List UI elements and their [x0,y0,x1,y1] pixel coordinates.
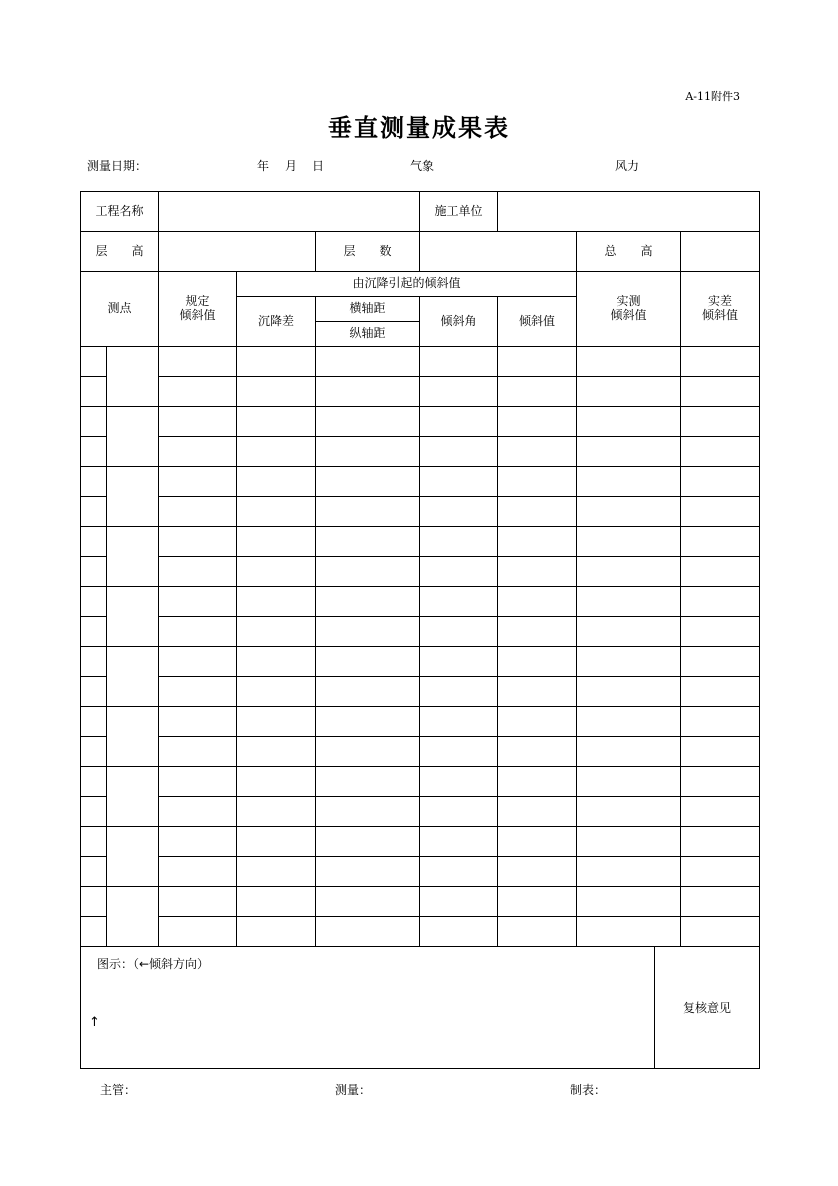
vertical-axis-header: 纵轴距 [316,322,420,347]
settlement-diff-cell[interactable] [237,707,316,737]
tilt-angle-cell[interactable] [420,797,498,827]
table-row [81,887,760,917]
specified-tilt-line2: 倾斜值 [179,308,216,322]
measured-tilt-cell[interactable] [577,917,681,947]
table-row [81,737,760,767]
sub-point-cell[interactable] [81,617,107,647]
axis-distance-cell[interactable] [316,857,420,887]
specified-tilt-cell[interactable] [159,497,237,527]
tilt-value-cell[interactable] [498,677,577,707]
table-row [81,497,760,527]
sub-point-cell[interactable] [81,887,107,917]
measured-tilt-cell[interactable] [577,407,681,437]
tilt-value-cell[interactable] [498,617,577,647]
axis-distance-cell[interactable] [316,527,420,557]
actual-tilt-header [681,272,760,347]
actual-tilt-cell[interactable] [681,737,760,767]
tilt-value-cell[interactable] [498,587,577,617]
measured-tilt-line1: 实测 [616,294,641,309]
point-header: 测点 [81,272,159,347]
measured-tilt-cell[interactable] [577,887,681,917]
table-row [81,857,760,887]
settlement-diff-cell[interactable] [237,377,316,407]
axis-distance-cell[interactable] [316,557,420,587]
tilt-angle-cell[interactable] [420,347,498,377]
sub-point-cell[interactable] [81,797,107,827]
actual-tilt-cell[interactable] [681,767,760,797]
table-row [81,917,760,947]
point-cell[interactable] [107,527,159,587]
actual-tilt-cell[interactable] [681,467,760,497]
sub-point-cell[interactable] [81,467,107,497]
table-row [81,587,760,617]
table-row [81,467,760,497]
axis-distance-cell[interactable] [316,437,420,467]
table-row [81,677,760,707]
measured-tilt-cell[interactable] [577,857,681,887]
actual-tilt-cell[interactable] [681,407,760,437]
tilt-angle-cell[interactable] [420,557,498,587]
measured-tilt-cell[interactable] [577,707,681,737]
axis-distance-cell[interactable] [316,737,420,767]
measured-tilt-line2: 倾斜值 [610,308,647,322]
surveyor-label: 测量： [335,1083,372,1097]
tilt-value-cell[interactable] [498,407,577,437]
tilt-angle-cell[interactable] [420,677,498,707]
axis-distance-cell[interactable] [316,677,420,707]
sub-point-cell[interactable] [81,827,107,857]
specified-tilt-cell[interactable] [159,587,237,617]
table-row [81,617,760,647]
tilt-value-cell[interactable] [498,557,577,587]
tilt-value-cell[interactable] [498,887,577,917]
measured-tilt-header [577,272,681,347]
axis-distance-cell[interactable] [316,707,420,737]
actual-tilt-cell[interactable] [681,827,760,857]
settlement-diff-header: 沉降差 [237,297,316,347]
measured-tilt-cell[interactable] [577,677,681,707]
point-cell[interactable] [107,707,159,767]
tilt-angle-header: 倾斜角 [420,297,498,347]
table-row [81,527,760,557]
tilt-value-cell[interactable] [498,647,577,677]
settlement-diff-cell[interactable] [237,407,316,437]
tilt-value-cell[interactable] [498,527,577,557]
footer-table [80,946,760,1069]
specified-tilt-cell[interactable] [159,617,237,647]
tilt-angle-cell[interactable] [420,527,498,557]
tilt-angle-cell[interactable] [420,497,498,527]
sub-point-cell[interactable] [81,737,107,767]
table-row [81,647,760,677]
specified-tilt-cell[interactable] [159,767,237,797]
measured-tilt-cell[interactable] [577,467,681,497]
tilt-value-cell[interactable] [498,437,577,467]
tilt-value-cell[interactable] [498,467,577,497]
construction-unit-label: 施工单位 [420,192,498,232]
page-title: 垂直测量成果表 [328,114,510,142]
measured-tilt-cell[interactable] [577,767,681,797]
settlement-diff-cell[interactable] [237,677,316,707]
tilt-value-cell[interactable] [498,377,577,407]
tilt-angle-cell[interactable] [420,407,498,437]
form-code: A-11附件3 [685,90,740,103]
specified-tilt-cell[interactable] [159,467,237,497]
actual-tilt-cell[interactable] [681,497,760,527]
actual-tilt-cell[interactable] [681,557,760,587]
specified-tilt-header [159,272,237,347]
specified-tilt-cell[interactable] [159,707,237,737]
specified-tilt-cell[interactable] [159,347,237,377]
specified-tilt-cell[interactable] [159,857,237,887]
axis-distance-cell[interactable] [316,887,420,917]
floor-count-value[interactable] [420,232,577,272]
tilt-value-cell[interactable] [498,857,577,887]
point-cell[interactable] [107,407,159,467]
axis-distance-cell[interactable] [316,377,420,407]
tilt-value-cell[interactable] [498,767,577,797]
tilt-value-cell[interactable] [498,827,577,857]
specified-tilt-cell[interactable] [159,437,237,467]
specified-tilt-cell[interactable] [159,647,237,677]
tilt-value-cell[interactable] [498,497,577,527]
table-row [81,797,760,827]
actual-tilt-cell[interactable] [681,647,760,677]
axis-distance-cell[interactable] [316,347,420,377]
sub-point-cell[interactable] [81,407,107,437]
day-label: 日 [312,159,325,173]
diagram-area[interactable] [81,947,655,1069]
sub-point-cell[interactable] [81,347,107,377]
settlement-diff-cell[interactable] [237,917,316,947]
actual-tilt-cell[interactable] [681,347,760,377]
review-opinion: 复核意见 [655,947,760,1069]
point-cell[interactable] [107,767,159,827]
settlement-diff-cell[interactable] [237,347,316,377]
floor-count-label: 层 数 [316,232,420,272]
axis-distance-cell[interactable] [316,407,420,437]
tilt-value-cell[interactable] [498,797,577,827]
total-height-label: 总 高 [577,232,681,272]
up-arrow-icon: ↑ [89,1015,100,1030]
table-row [81,707,760,737]
point-cell[interactable] [107,347,159,407]
measured-tilt-cell[interactable] [577,437,681,467]
axis-distance-cell[interactable] [316,647,420,677]
table-row [81,437,760,467]
tilt-value-cell[interactable] [498,707,577,737]
sub-point-cell[interactable] [81,377,107,407]
settlement-diff-cell[interactable] [237,857,316,887]
wind-label: 风力 [615,159,640,173]
measured-tilt-cell[interactable] [577,377,681,407]
axis-distance-cell[interactable] [316,767,420,797]
specified-tilt-line1: 规定 [185,294,210,309]
sub-point-cell[interactable] [81,587,107,617]
tilt-value-header: 倾斜值 [498,297,577,347]
specified-tilt-cell[interactable] [159,917,237,947]
tilt-angle-cell[interactable] [420,617,498,647]
axis-distance-cell[interactable] [316,827,420,857]
actual-tilt-cell[interactable] [681,587,760,617]
tilt-angle-cell[interactable] [420,827,498,857]
specified-tilt-cell[interactable] [159,407,237,437]
measured-tilt-cell[interactable] [577,347,681,377]
point-cell[interactable] [107,587,159,647]
table-row [81,377,760,407]
actual-tilt-line1: 实差 [708,294,733,309]
settlement-diff-cell[interactable] [237,587,316,617]
horizontal-axis-header: 横轴距 [316,297,420,322]
tilt-value-cell[interactable] [498,737,577,767]
actual-tilt-cell[interactable] [681,377,760,407]
supervisor-label: 主管： [100,1083,137,1097]
tilt-angle-cell[interactable] [420,737,498,767]
tilt-value-cell[interactable] [498,347,577,377]
actual-tilt-cell[interactable] [681,677,760,707]
tilt-angle-cell[interactable] [420,767,498,797]
settlement-diff-cell[interactable] [237,647,316,677]
settlement-diff-cell[interactable] [237,497,316,527]
specified-tilt-cell[interactable] [159,827,237,857]
specified-tilt-cell[interactable] [159,527,237,557]
measurement-table [80,191,760,947]
sub-point-cell[interactable] [81,677,107,707]
table-row [81,557,760,587]
actual-tilt-cell[interactable] [681,887,760,917]
diagram-label: 图示：（←倾斜方向） [97,957,210,971]
actual-tilt-cell[interactable] [681,797,760,827]
specified-tilt-cell[interactable] [159,557,237,587]
tilt-angle-cell[interactable] [420,887,498,917]
tilt-angle-cell[interactable] [420,647,498,677]
specified-tilt-cell[interactable] [159,797,237,827]
actual-tilt-cell[interactable] [681,437,760,467]
settlement-diff-cell[interactable] [237,557,316,587]
floor-height-label: 层 高 [81,232,159,272]
table-row [81,767,760,797]
measured-tilt-cell[interactable] [577,587,681,617]
measured-tilt-cell[interactable] [577,737,681,767]
actual-tilt-cell[interactable] [681,917,760,947]
tilt-value-cell[interactable] [498,917,577,947]
tabulator-label: 制表： [570,1083,607,1097]
axis-distance-cell[interactable] [316,917,420,947]
tilt-angle-cell[interactable] [420,377,498,407]
actual-tilt-cell[interactable] [681,617,760,647]
floor-height-value[interactable] [159,232,316,272]
weather-label: 气象 [410,159,435,173]
actual-tilt-line2: 倾斜值 [702,308,739,322]
table-row [81,407,760,437]
axis-distance-cell[interactable] [316,797,420,827]
axis-distance-cell[interactable] [316,587,420,617]
point-cell[interactable] [107,887,159,947]
settlement-diff-cell[interactable] [237,797,316,827]
point-cell[interactable] [107,647,159,707]
table-row [81,827,760,857]
settlement-diff-cell[interactable] [237,437,316,467]
axis-distance-cell[interactable] [316,467,420,497]
actual-tilt-cell[interactable] [681,857,760,887]
sub-point-cell[interactable] [81,647,107,677]
point-cell[interactable] [107,467,159,527]
month-label: 月 [285,159,298,173]
construction-unit-value[interactable] [498,192,760,232]
actual-tilt-cell[interactable] [681,527,760,557]
tilt-angle-cell[interactable] [420,467,498,497]
axis-distance-cell[interactable] [316,617,420,647]
measured-tilt-cell[interactable] [577,647,681,677]
table-row [81,347,760,377]
sub-point-cell[interactable] [81,917,107,947]
settlement-diff-cell[interactable] [237,617,316,647]
sub-point-cell[interactable] [81,527,107,557]
measured-tilt-cell[interactable] [577,797,681,827]
total-height-value[interactable] [681,232,760,272]
axis-distance-cell[interactable] [316,497,420,527]
measured-tilt-cell[interactable] [577,497,681,527]
project-name-label: 工程名称 [81,192,159,232]
settlement-diff-cell[interactable] [237,737,316,767]
tilt-angle-cell[interactable] [420,917,498,947]
settlement-diff-cell[interactable] [237,887,316,917]
tilt-angle-cell[interactable] [420,707,498,737]
measured-tilt-cell[interactable] [577,527,681,557]
specified-tilt-cell[interactable] [159,377,237,407]
settlement-diff-cell[interactable] [237,467,316,497]
measured-tilt-cell[interactable] [577,617,681,647]
sub-point-cell[interactable] [81,767,107,797]
measured-tilt-cell[interactable] [577,827,681,857]
measured-tilt-cell[interactable] [577,557,681,587]
settlement-diff-cell[interactable] [237,827,316,857]
tilt-angle-cell[interactable] [420,437,498,467]
sub-point-cell[interactable] [81,497,107,527]
specified-tilt-cell[interactable] [159,737,237,767]
sub-point-cell[interactable] [81,557,107,587]
tilt-angle-cell[interactable] [420,587,498,617]
sub-point-cell[interactable] [81,857,107,887]
point-cell[interactable] [107,827,159,887]
year-label: 年 [257,159,270,173]
date-label: 测量日期： [87,159,148,173]
sub-point-cell[interactable] [81,437,107,467]
tilt-angle-cell[interactable] [420,857,498,887]
settlement-group-header: 由沉降引起的倾斜值 [237,272,577,297]
settlement-diff-cell[interactable] [237,767,316,797]
sub-point-cell[interactable] [81,707,107,737]
project-name-value[interactable] [159,192,420,232]
actual-tilt-cell[interactable] [681,707,760,737]
specified-tilt-cell[interactable] [159,677,237,707]
specified-tilt-cell[interactable] [159,887,237,917]
settlement-diff-cell[interactable] [237,527,316,557]
